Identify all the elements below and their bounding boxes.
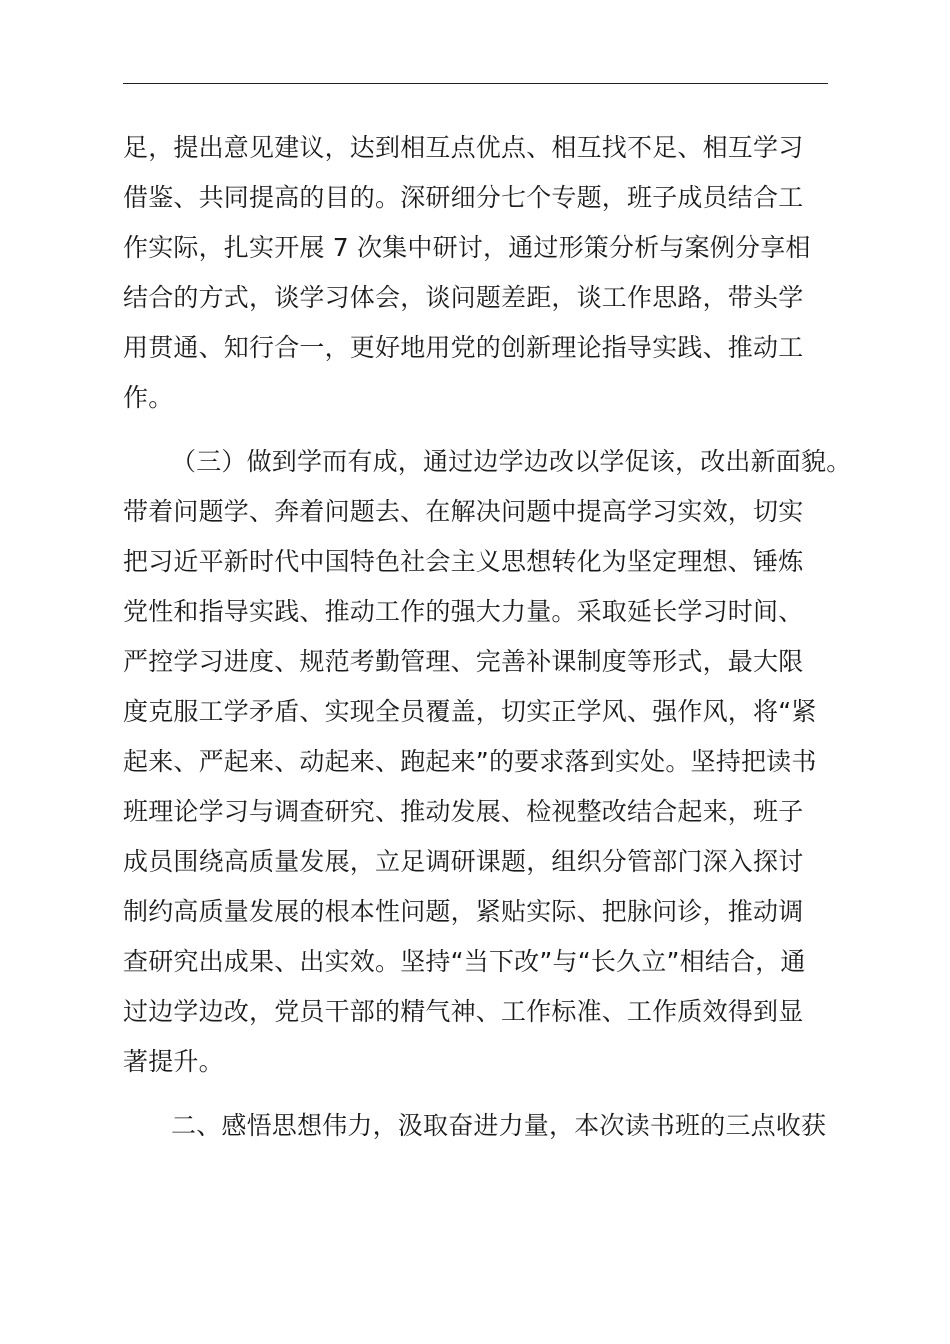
text-line: 作。 (123, 383, 174, 412)
document-body (123, 123, 852, 1151)
text-line: 结合的方式，谈学习体会，谈问题差距，谈工作思路，带头学 (123, 283, 804, 312)
text-line: 带着问题学、奔着问题去、在解决问题中提高学习实效，切实 (123, 497, 804, 526)
text-line: 班理论学习与调查研究、推动发展、检视整改结合起来，班子 (123, 797, 804, 826)
text-line: 严控学习进度、规范考勤管理、完善补课制度等形式，最大限 (123, 647, 804, 676)
paragraph-gap (123, 423, 833, 437)
text-line: 过边学边改，党员干部的精气神、工作标准、工作质效得到显 (123, 997, 804, 1026)
text-line: 借鉴、共同提高的目的。深研细分七个专题，班子成员结合工 (123, 183, 804, 212)
text-line: 起来、严起来、动起来、跑起来”的要求落到实处。坚持把读书 (123, 747, 817, 776)
text-line: 查研究出成果、出实效。坚持“当下改”与“长久立”相结合，通 (123, 947, 806, 976)
text-line: 把习近平新时代中国特色社会主义思想转化为坚定理想、锤炼 (123, 547, 804, 576)
text-line: （三）做到学而有成，通过边学边改以学促该，改出新面貌。 (171, 447, 852, 476)
text-line: 度克服工学矛盾、实现全员覆盖，切实正学风、强作风，将“紧 (123, 697, 817, 726)
header-rule (123, 83, 828, 84)
text-line: 制约高质量发展的根本性问题，紧贴实际、把脉问诊，推动调 (123, 897, 804, 926)
paragraph-gap (123, 1087, 833, 1101)
text-line: 成员围绕高质量发展，立足调研课题，组织分管部门深入探讨 (123, 847, 804, 876)
section-heading (123, 1101, 833, 1151)
text-line: 用贯通、知行合一，更好地用党的创新理论指导实践、推动工 (123, 333, 804, 362)
paragraph-section-three (123, 437, 852, 1087)
heading-line: 二、感悟思想伟力，汲取奋进力量，本次读书班的三点收获 (171, 1111, 827, 1140)
text-line: 作实际，扎实开展 7 次集中研讨，通过形策分析与案例分享相 (123, 233, 811, 262)
text-line: 党性和指导实践、推动工作的强大力量。采取延长学习时间、 (123, 597, 804, 626)
text-line: 足，提出意见建议，达到相互点优点、相互找不足、相互学习 (123, 133, 804, 162)
paragraph-continuation (123, 123, 833, 423)
text-line: 著提升。 (123, 1047, 224, 1076)
